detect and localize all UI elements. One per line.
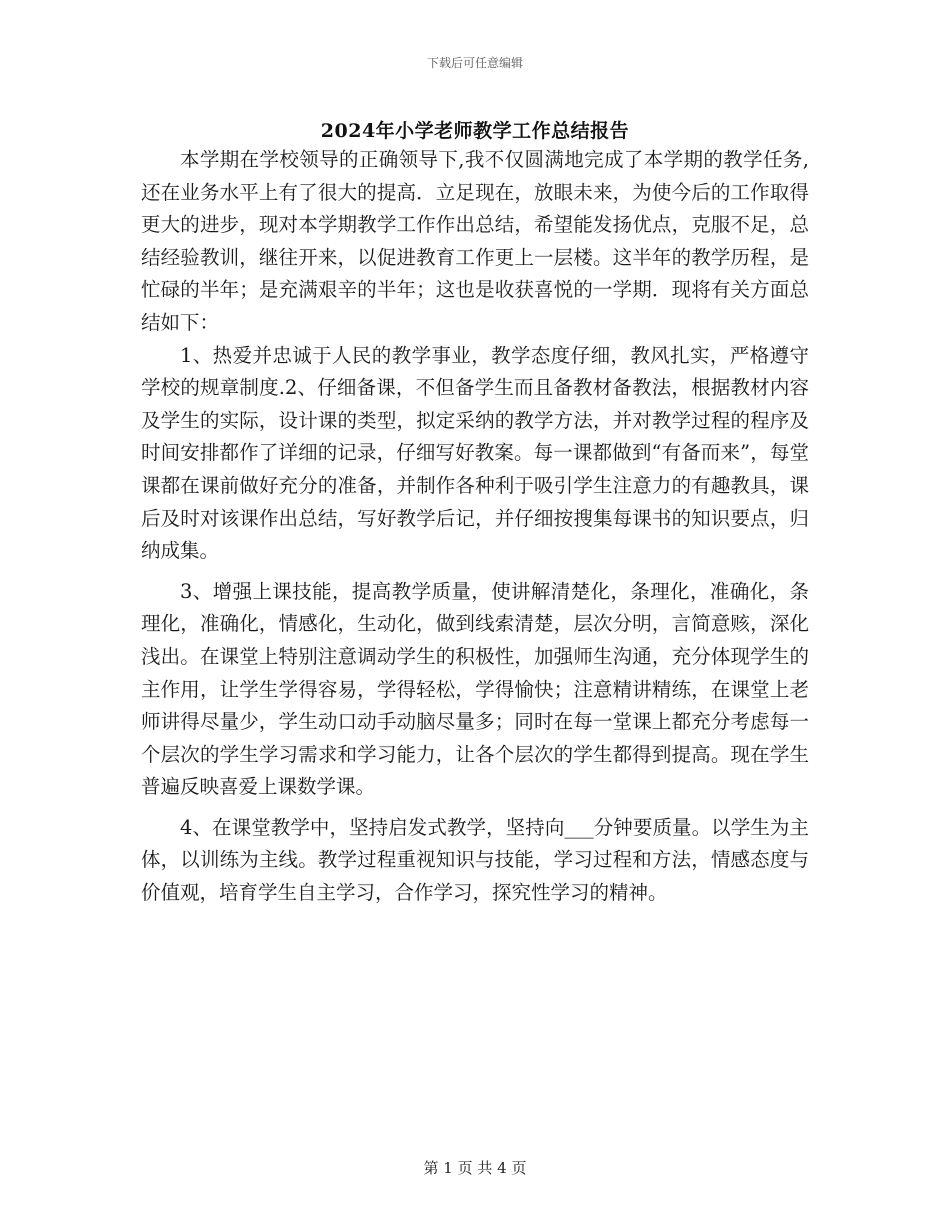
- paragraph-intro: 本学期在学校领导的正确领导下,我不仅圆满地完成了本学期的教学任务,还在业务水平上有了很大的提高．立足现在，放眼未来，为使今后的工作取得更大的进步，现对本学期教学工作作出总结，希望能发扬优点，克服不足，总结经验教训，继往开来，以促进教育工作更上一层楼。这半年的教学历程，是忙碌的半年；是充满艰辛的半年；这也是收获喜悦的一学期．现将有关方面总结如下：: [141, 148, 809, 334]
- paragraph-4: 4、在课堂教学中，坚持启发式教学，坚持向___分钟要质量。以学生为主体，以训练为主线。教学过程重视知识与技能，学习过程和方法，情感态度与价值观，培育学生自主学习，合作学习，探究性学习的精神。: [141, 815, 809, 905]
- page-number: 第 1 页 共 4 页: [423, 1159, 527, 1177]
- paragraph-3: 3、增强上课技能，提高教学质量，使讲解清楚化，条理化，准确化，条理化，准确化，情感化，生动化，做到线索清楚，层次分明，言简意赅，深化浅出。在课堂上特别注意调动学生的积极性，加强师生沟通，充分体现学生的主作用，让学生学得容易，学得轻松，学得愉快；注意精讲精练，在课堂上老师讲得尽量少，学生动口动手动脑尽量多；同时在每一堂课上都充分考虑每一个层次的学生学习需求和学习能力，让各个层次的学生都得到提高。现在学生普遍反映喜爱上课数学课。: [141, 579, 809, 799]
- paragraph-1-2: 1、热爱并忠诚于人民的教学事业，教学态度仔细，教风扎实，严格遵守学校的规章制度.2、仔细备课，不但备学生而且备教材备教法，根据教材内容及学生的实际，设计课的类型，拟定采纳的教学方法，并对教学过程的程序及时间安排都作了详细的记录，仔细写好教案。每一课都做到“有备而来”，每堂课都在课前做好充分的准备，并制作各种利于吸引学生注意力的有趣教具，课后及时对该课作出总结，写好教学后记，并仔细按搜集每课书的知识要点，归纳成集。: [141, 343, 809, 563]
- document-body: [141, 144, 809, 910]
- header-note: 下载后可任意编辑: [426, 56, 523, 70]
- document-title: 2024年小学老师教学工作总结报告: [320, 120, 630, 142]
